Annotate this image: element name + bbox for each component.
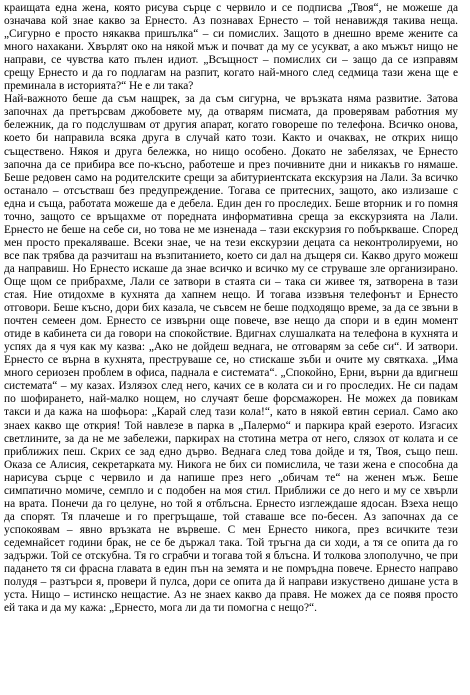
paragraph-1: краищата една жена, която рисува сърце с червило и се подписва „Твоя“, не можеше да означава кой знае какво за Ернесто. Аз познавах Ернесто – той ненавиждя такива неща. „Сигурно е просто някаква пришълка“ – си помислих. Защото в днешно време жените са много нахакани. Хвърлят око на някой мъж и почват да му се усукват, а ако мъжът нищо не направи, се чувства като пълен идиот. „Всъщност – помислих си – защо да се изправям срещу Ернесто и да го подлагам на разпит, когато най-много след седмица тази жена ще е преминала в историята?“ Не е ли така? [4, 2, 458, 93]
paragraph-2: Най-важното беше да съм нащрек, за да съм сигурна, че връзката няма развитие. Затова започнах да претърсвам джобовете му, да отварям писмата, да проверявам работния му бележник, да го подслушвам от другия апарат, когато говореше по телефона. Всичко онова, което би направила всяка друга в случай като този. Както и очаквах, не открих нищо съществено. Някоя и друга бележка, но нищо особено. Докато не забелязах, че Ернесто започна да се прибира все по-късно, работеше и през почивните дни и никакъв го нямаше. Беше редовен само на родителските срещи за абитуриентската екскурзия на Лали. За всичко останало – отсъстваш без предупреждение. Тогава се притесних, защото, ако излизаше с една и съща, работата можеше да е дебела. Един ден го проследих. Беше вторник и го помня точно, защото се връщахме от поредната информативна среща за екскурзията на Лали. Ернесто не беше на себе си, но това не ме изненада – тази екскурзия го побъркваше. Според мен просто прекаляваше. Всеки знае, че на тези екскурзии децата са неконтролируеми, но все пак трябва да разчиташ на възпитанието, което си дал на дъщеря си. Какво друго можеш да направиш. Но Ернесто искаше да знае всичко и всичко му се струваше зле организирано. Още щом се прибрахме, Лали се затвори в стаята си – така си живее тя, затворена в тази стая. Ние отидохме в кухнята да хапнем нещо. И тогава иззвъня телефонът и Ернесто отговори. Беше късно, дори бих казала, че съвсем не беше подходящо време, за да се звъни в почтен семеен дом. Ернесто се извърни още повече, взе нещо да спори и в един момент отиде в кабинета си да говори на спокойствие. Вдигнах слушалката на телефона в кухнята и успях да я чуя как му казва: „Ако не дойдеш веднага, не отговарям за себе си“. И затвори. Ернесто се върна в кухнята, преструваше се, но стискаше зъби и очите му святкаха. „Има много сериозен проблем в офиса, паднала е системата“. „Спокойно, Ерни, върни да вдигнеш системата“ – му казах. Излязох след него, качих се в колата си и го проследих. Не си падам по шофирането, най-малко нощем, но случаят беше форсмажорен. Не можех да повикам такси и да кажа на шофьора: „Карай след тази кола!“, като в някой евтин сериал. Само ако знаех какво ще открия! Той навлезе в парка в „Палермо“ и паркира край езерото. Изгасих светлините, за да не ме забележи, паркирах на стотина метра от него, слязох от колата и се приближих пеш. Скрих се зад едно дърво. Веднага след това дойде и тя, Твоя, също пеш. Оказа се Алисия, секретарката му. Никога не бих си помислила, че тази жена е способна да нарисува сърце с червило и да напише през него „обичам те“ на женен мъж. Беше симпатично момиче, семпло и с подобен на моя стил. Приближи се до него и му се хвърли на врата. Понечи да го целуне, но той я отблъсна. Ернесто изглеждаше ядосан. Взеха нещо да спорят. Тя плачеше и го прегръщаше, той ставаше все по-бесен. Аз започнах да се успокоявам – явно връзката не вървеше. С мен Ернесто никога, през всичките тези седемнайсет години брак, не се бе държал така. Той тръгна да си ходи, а тя се опита да го задържи. Той се отскубна. Тя го сграбчи и тогава той я блъсна. И толкова злополучно, че при падането тя си фрасна главата в един пън на земята и не помръдна повече. Ернесто направо полудя – разтърси я, провери й пулса, дори се опита да й направи изкуствено дишане уста в уста. Нищо – истинско нещастие. Аз не знаех какво да правя. Не можех да се появя просто ей така и да му кажа: „Ернесто, мога ли да ти помогна с нещо?“. [4, 93, 458, 615]
